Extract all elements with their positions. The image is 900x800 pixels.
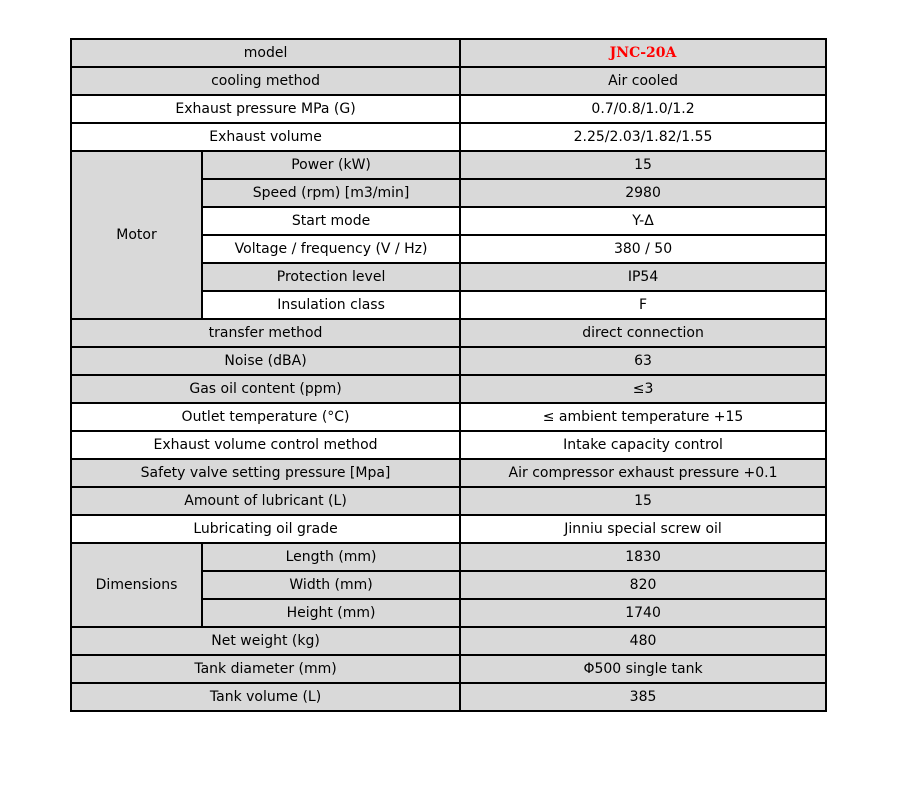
table-row: [71, 123, 826, 151]
row-label: Height (mm): [202, 599, 460, 627]
table-row: [71, 543, 826, 571]
row-label: Noise (dBA): [71, 347, 460, 375]
row-value: Air cooled: [460, 67, 826, 95]
row-value: Intake capacity control: [460, 431, 826, 459]
model-label: model: [71, 39, 460, 67]
table-row-model: [71, 39, 826, 67]
row-value: ≤3: [460, 375, 826, 403]
row-label: Tank volume (L): [71, 683, 460, 711]
row-value: 2.25/2.03/1.82/1.55: [460, 123, 826, 151]
row-value: 820: [460, 571, 826, 599]
row-label: transfer method: [71, 319, 460, 347]
spec-table: [70, 38, 827, 712]
table-row: [71, 459, 826, 487]
row-label: Safety valve setting pressure [Mpa]: [71, 459, 460, 487]
model-value: JNC-20A: [460, 39, 826, 67]
row-label: Width (mm): [202, 571, 460, 599]
row-label: Speed (rpm) [m3/min]: [202, 179, 460, 207]
row-value: Jinniu special screw oil: [460, 515, 826, 543]
row-label: Lubricating oil grade: [71, 515, 460, 543]
row-label: Outlet temperature (°C): [71, 403, 460, 431]
row-value: ≤ ambient temperature +15: [460, 403, 826, 431]
table-row: [71, 487, 826, 515]
row-value: Y-Δ: [460, 207, 826, 235]
row-value: Air compressor exhaust pressure +0.1: [460, 459, 826, 487]
row-label: Exhaust volume control method: [71, 431, 460, 459]
table-row: [71, 431, 826, 459]
row-value: 385: [460, 683, 826, 711]
table-row: [71, 655, 826, 683]
row-label: Exhaust pressure MPa (G): [71, 95, 460, 123]
row-label: Insulation class: [202, 291, 460, 319]
row-label: Voltage / frequency (V / Hz): [202, 235, 460, 263]
row-value: 0.7/0.8/1.0/1.2: [460, 95, 826, 123]
table-row: [71, 403, 826, 431]
table-row: [71, 347, 826, 375]
row-value: 2980: [460, 179, 826, 207]
table-row: [71, 67, 826, 95]
row-value: 15: [460, 487, 826, 515]
row-value: F: [460, 291, 826, 319]
row-value: 1740: [460, 599, 826, 627]
row-value: IP54: [460, 263, 826, 291]
table-row: [71, 515, 826, 543]
table-row: [71, 683, 826, 711]
table-row: [71, 95, 826, 123]
row-value: 15: [460, 151, 826, 179]
motor-group-label: Motor: [71, 151, 202, 319]
row-value: 480: [460, 627, 826, 655]
table-row: [71, 627, 826, 655]
row-label: Tank diameter (mm): [71, 655, 460, 683]
table-row: [71, 151, 826, 179]
row-value: 63: [460, 347, 826, 375]
row-label: Net weight (kg): [71, 627, 460, 655]
row-label: Exhaust volume: [71, 123, 460, 151]
row-label: Length (mm): [202, 543, 460, 571]
row-label: Start mode: [202, 207, 460, 235]
row-value: direct connection: [460, 319, 826, 347]
row-label: Power (kW): [202, 151, 460, 179]
row-value: 1830: [460, 543, 826, 571]
row-label: Amount of lubricant (L): [71, 487, 460, 515]
table-row: [71, 375, 826, 403]
row-label: Protection level: [202, 263, 460, 291]
row-value: 380 / 50: [460, 235, 826, 263]
dimensions-group-label: Dimensions: [71, 543, 202, 627]
row-value: Φ500 single tank: [460, 655, 826, 683]
row-label: cooling method: [71, 67, 460, 95]
row-label: Gas oil content (ppm): [71, 375, 460, 403]
table-row: [71, 319, 826, 347]
